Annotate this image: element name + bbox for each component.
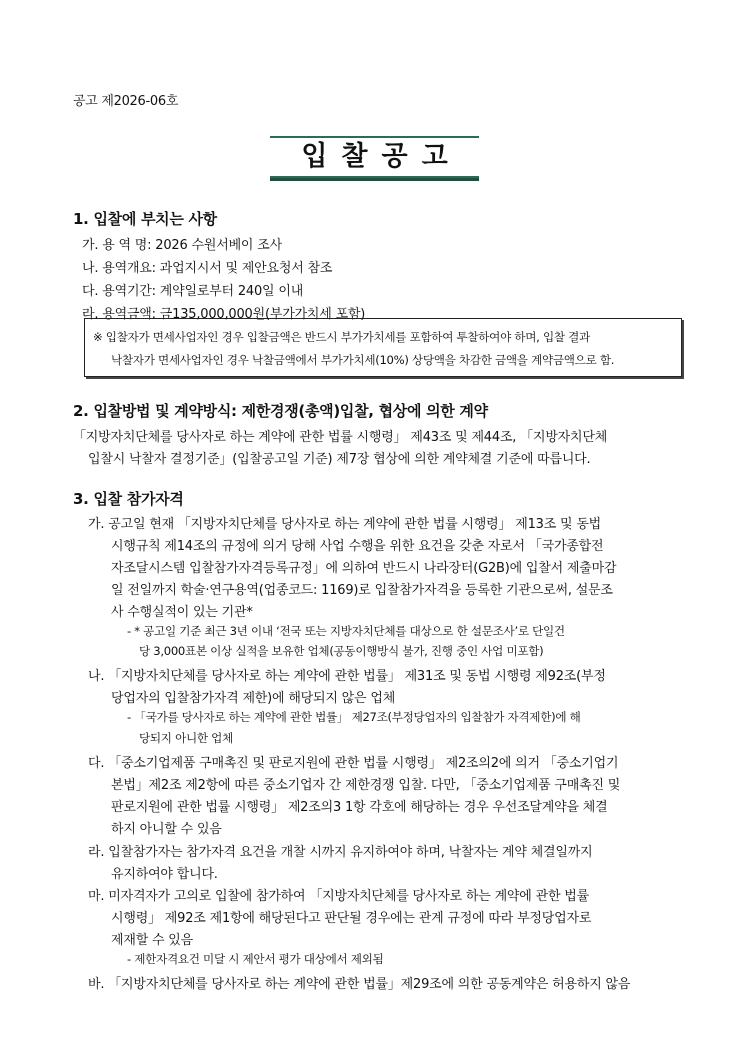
section-2-line-1: 「지방자치단체를 당사자로 하는 계약에 관한 법률 시행령」 제43조 및 제44조, 「지방자치단체 — [73, 430, 608, 445]
item-ga-line-2: 시행규칙 제14조의 규정에 의거 당해 사업 수행을 위한 요건을 갖춘 자로서 「국가종합전 — [111, 539, 604, 554]
item-ba-line-1: 바. 「지방자치단체를 당사자로 하는 계약에 관한 법률」제29조에 의한 공동계약은 허용하지 않음 — [88, 977, 631, 992]
item-ma-line-1: 마. 미자격자가 고의로 입찰에 참가하여 「지방자치단체를 당사자로 하는 계약에 관한 법률 — [88, 889, 589, 904]
page-title: 입찰공고 — [270, 136, 479, 178]
item-na-line-2: 당업자의 입찰참가자격 제한)에 해당되지 않은 업체 — [111, 691, 396, 706]
item-ra-line-1: 라. 입찰참가자는 참가자격 요건을 개찰 시까지 유지하여야 하며, 낙찰자는 계약 체결일까지 — [88, 845, 593, 860]
item-ra-line-2: 유지하여야 합니다. — [111, 867, 218, 882]
item-ga-note-1: - * 공고일 기준 최근 3년 이내 ‘전국 또는 지방자치단체를 대상으로 한 설문조사’로 단일건 — [127, 624, 565, 638]
item-da-line-2: 본법」제2조 제2항에 따른 중소기업자 간 제한경쟁 입찰. 다만, 「중소기업제품 구매촉진 및 — [111, 778, 621, 793]
section-1-heading: 1. 입찰에 부치는 사항 — [73, 210, 217, 228]
service-amount: 라. 용역금액: 금135,000,000원(부가가치세 포함) — [82, 307, 366, 322]
item-ga-line-3: 자조달시스템 입찰참가자격등록규정」에 의하여 반드시 나라장터(G2B)에 입찰서 제출마감 — [111, 561, 617, 576]
item-ma-line-3: 제재할 수 있음 — [111, 933, 194, 948]
item-na-note-1: - 「국가를 당사자로 하는 계약에 관한 법률」 제27조(부정당업자의 입찰참가 자격제한)에 해 — [127, 710, 581, 724]
tax-note-line-1: ※ 입찰자가 면세사업자인 경우 입찰금액은 반드시 부가가치세를 포함하여 투찰하여야 하며, 입찰 결과 — [93, 330, 590, 344]
item-da-line-1: 다. 「중소기업제품 구매촉진 및 판로지원에 관한 법률 시행령」 제2조의2에 의거 「중소기업기 — [88, 756, 619, 771]
tax-note-line-2: 낙찰자가 면세사업자인 경우 낙찰금액에서 부가가치세(10%) 상당액을 차감한 금액을 계약금액으로 함. — [111, 353, 615, 367]
service-period: 다. 용역기간: 계약일로부터 240일 이내 — [82, 284, 304, 299]
service-name: 가. 용 역 명: 2026 수원서베이 조사 — [82, 238, 282, 253]
item-da-line-4: 하지 아니할 수 있음 — [111, 822, 222, 837]
service-overview: 나. 용역개요: 과업지시서 및 제안요청서 참조 — [82, 261, 333, 276]
section-2-heading: 2. 입찰방법 및 계약방식: 제한경쟁(총액)입찰, 협상에 의한 계약 — [73, 402, 488, 420]
item-ga-line-1: 가. 공고일 현재 「지방자치단체를 당사자로 하는 계약에 관한 법률 시행령」 제13조 및 동법 — [88, 517, 602, 532]
section-2-line-2: 입찰시 낙찰자 결정기준」(입찰공고일 기준) 제7장 협상에 의한 계약체결 기준에 따릅니다. — [88, 452, 591, 467]
section-3-heading: 3. 입찰 참가자격 — [73, 490, 184, 508]
item-ma-line-2: 시행령」 제92조 제1항에 해당된다고 판단될 경우에는 관계 규정에 따라 부정당업자로 — [111, 911, 592, 926]
notice-number: 공고 제2026-06호 — [73, 94, 179, 109]
item-na-line-1: 나. 「지방자치단체를 당사자로 하는 계약에 관한 법률」 제31조 및 동법 시행령 제92조(부정 — [88, 669, 606, 684]
item-ga-note-2: 당 3,000표본 이상 실적을 보유한 업체(공동이행방식 불가, 진행 중인 사업 미포함) — [139, 644, 544, 658]
item-ga-line-5: 사 수행실적이 있는 기관* — [111, 605, 253, 620]
item-ga-line-4: 일 전일까지 학술·연구용역(업종코드: 1169)로 입찰참가자격을 등록한 기관으로써, 설문조 — [111, 583, 613, 598]
tax-note-box — [84, 318, 682, 377]
item-ma-note-1: - 제한자격요건 미달 시 제안서 평가 대상에서 제외됨 — [127, 952, 384, 966]
item-na-note-2: 당되지 아니한 업체 — [139, 731, 233, 745]
item-da-line-3: 판로지원에 관한 법률 시행령」 제2조의3 1항 각호에 해당하는 경우 우선조달계약을 체결 — [111, 800, 608, 815]
